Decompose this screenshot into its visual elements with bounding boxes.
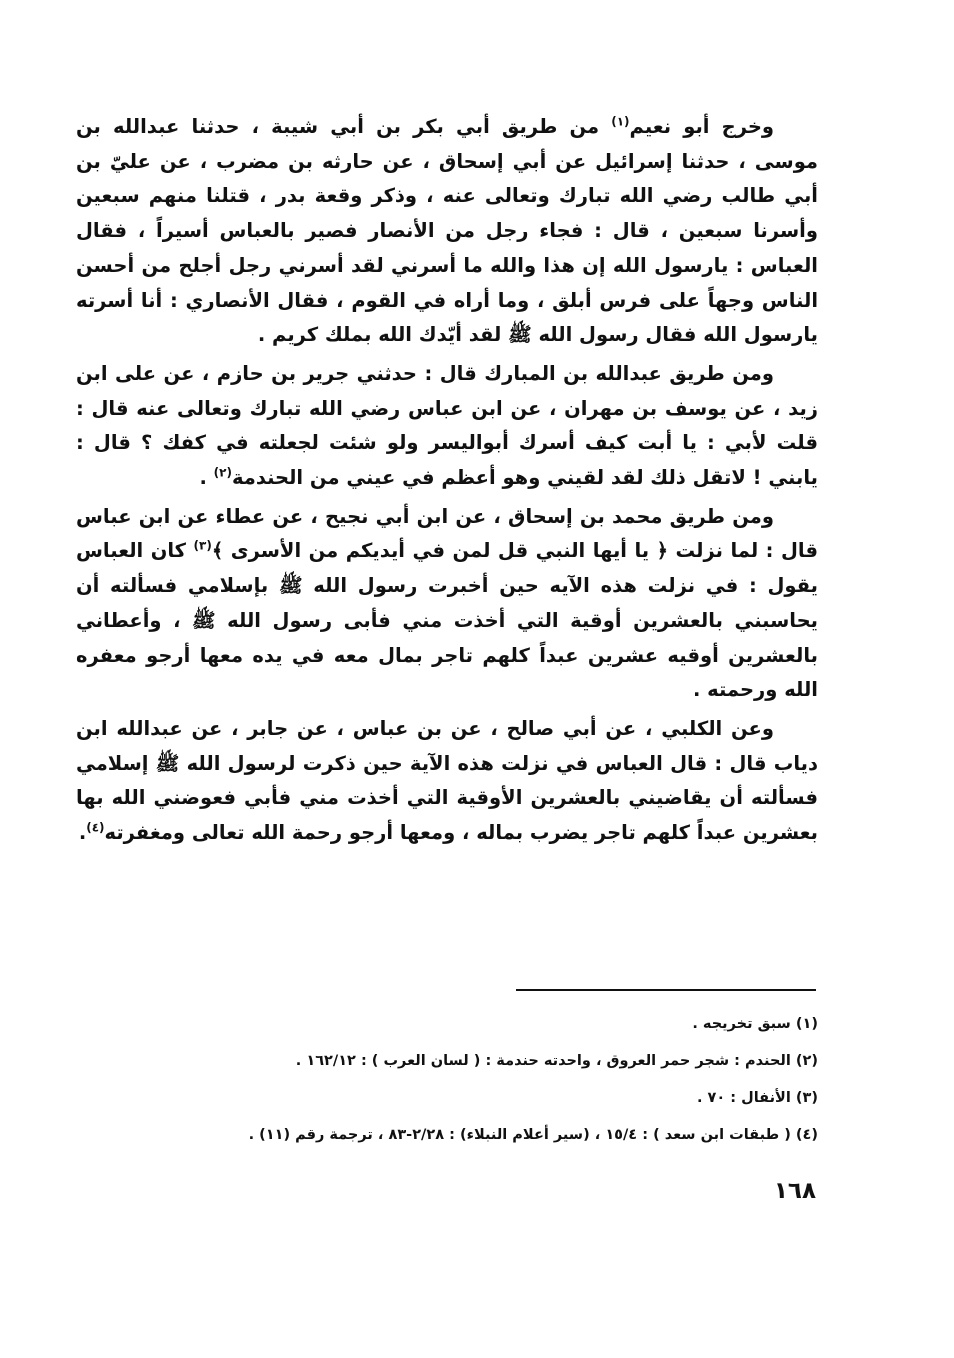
footnote-divider bbox=[516, 989, 816, 991]
footnote-4: (٤) ( طبقات ابن سعد ) : ١٥/٤ ، (سير أعلام النبلاء) : ٢/٢٨-٨٣ ، ترجمة رقم (١١) . bbox=[248, 1127, 818, 1143]
footnote-ref-1: (١) bbox=[611, 114, 630, 129]
paragraph-text: ومن طريق محمد بن إسحاق ، عن ابن أبي نجيح ، عن عطاء عن ابن عباس قال : لما نزلت bbox=[76, 504, 818, 563]
paragraph-1 bbox=[76, 110, 818, 353]
paragraph-2 bbox=[76, 357, 818, 496]
paragraph-3 bbox=[76, 500, 818, 708]
page-number: ١٦٨ bbox=[773, 1178, 816, 1204]
paragraph-text: وخرج أبو نعيم bbox=[629, 115, 774, 138]
paragraph-text: . bbox=[199, 466, 214, 490]
paragraph-text: ومن طريق عبدالله بن المبارك قال : حدثني جرير بن حازم ، عن على ابن زيد ، عن يوسف بن مهران ، عن ابن عباس رضي الله تبارك وتعالى عنه قال : قلت لأبي : يا أبت كيف أسرك أبواليسر ولو شئت لجعلته في كفك ؟ قال : يابني ! لاتقل ذلك لقد لقيني وهو أعظم في عيني من الحندمة bbox=[76, 361, 818, 490]
quran-verse: ﴿ يا أيها النبي قل لمن في أيديكم من الأسرى ﴾ bbox=[211, 539, 669, 563]
paragraph-text: كان العباس يقول : في نزلت هذه الآيه حين أخبرت رسول الله ﷺ بإسلامي فسألته أن يحاسبني بالعشرين أوقية التي أخذت مني فأبى رسول الله ﷺ ، وأعطاني بالعشرين أوقيه عشرين عبداً كلهم تاجر بمال معه في يده معها أرجو معفره الله ورحمته . bbox=[76, 539, 818, 702]
footnote-1: (١) سبق تخريجه . bbox=[692, 1016, 818, 1032]
paragraph-text: من طريق أبي بكر بن أبي شيبة ، حدثنا عبدالله بن موسى ، حدثنا إسرائيل عن أبي إسحاق ، عن حارثه بن مضرب ، عن عليّ بن أبي طالب رضي الله تبارك وتعالى عنه ، وذكر وقعة بدر ، قتلنا منهم سبعين وأسرنا سبعين ، قال : فجاء رجل من الأنصار فصير بالعباس أسيراً ، فقال العباس : يارسول الله إن هذا والله ما أسرني لقد أسرني رجل أجلح من أحسن الناس وجهاً على فرس أبلق ، وما أراه في القوم ، فقال الأنصاري : أنا أسرته يارسول الله فقال رسول الله ﷺ لقد أيّدك الله بملك كريم . bbox=[76, 115, 818, 347]
footnote-ref-4: (٤) bbox=[86, 820, 105, 835]
paragraph-text: . bbox=[78, 821, 87, 845]
paragraph-4 bbox=[76, 712, 818, 851]
paragraph-text: وعن الكلبي ، عن أبي صالح ، عن بن عباس ، عن جابر ، عن عبدالله ابن دياب قال : قال العباس في نزلت هذه الآية حين ذكرت لرسول الله ﷺ إسلامي فسألته أن يقاضيني بالعشرين الأوقية التي أخذت مني فأبي فعوضني الله بها بعشرين عبداً كلهم تاجر يضرب بماله ، ومعها أرجو رحمة الله تعالى ومغفرته bbox=[76, 716, 818, 845]
footnote-ref-3: (٣) bbox=[193, 538, 212, 553]
footnote-2: (٢) الحندم : شجر حمر العروق ، واحدته حندمة : ( لسان العرب ) : ١٦٢/١٢ . bbox=[295, 1053, 818, 1069]
footnote-3: (٣) الأنفال : ٧٠ . bbox=[696, 1090, 818, 1106]
footnotes bbox=[76, 1006, 818, 1154]
footnote-ref-2: (٢) bbox=[213, 465, 232, 480]
main-text bbox=[76, 110, 818, 851]
